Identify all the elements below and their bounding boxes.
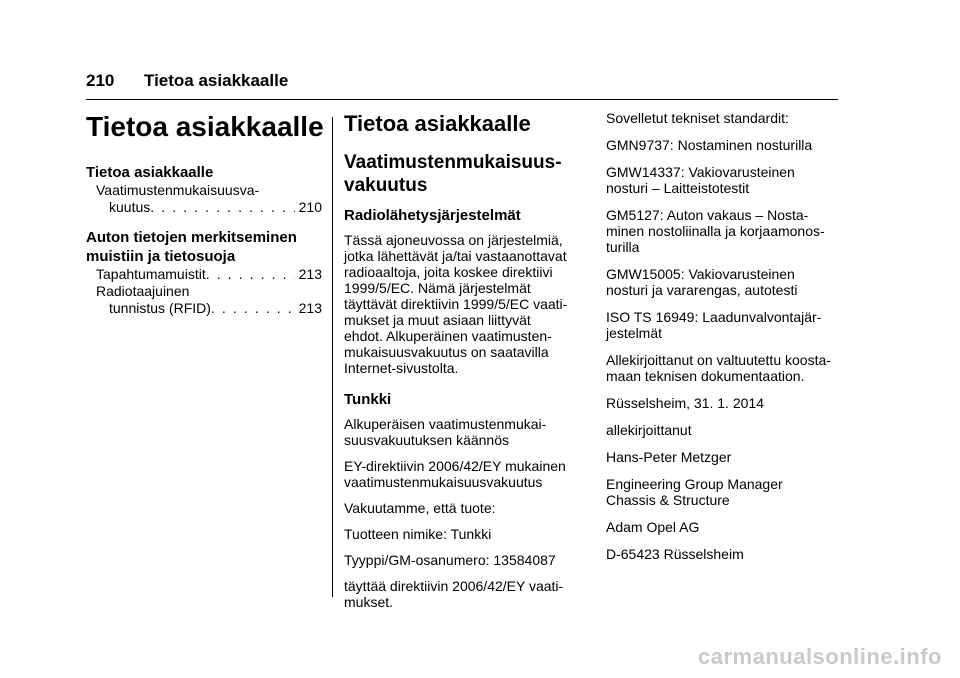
header-section-title: Tietoa asiakkaalle (144, 71, 289, 90)
standards-intro: Sovelletut tekniset standardit: (606, 110, 789, 126)
toc-leader-dots (206, 266, 295, 283)
signed-label: allekirjoittanut (606, 422, 692, 438)
standard-item: GMW15005: Vakiovarusteinen nosturi ja vararengas, autotesti (606, 266, 798, 298)
signatory-authority: Allekirjoittanut on valtuutettu koosta- maan teknisen dokumentaation. (606, 352, 831, 384)
toc-leader-dots (211, 300, 295, 317)
company-name: Adam Opel AG (606, 519, 700, 535)
toc-entry-row (96, 266, 322, 283)
toc-group-2 (86, 228, 322, 317)
column-divider (332, 117, 333, 597)
standard-item: GMW14337: Vakiovarusteinen nosturi – Laitteistotestit (606, 164, 795, 196)
subsection-title: Vaatimustenmukaisuus- vakuutus (344, 152, 562, 196)
jack-paragraph-6: täyttää direktiivin 2006/42/EY vaati- mukset. (344, 578, 564, 610)
radio-systems-heading: Radiolähetysjärjestelmät (344, 207, 521, 224)
middle-column (344, 111, 584, 620)
jack-paragraph-1: Alkuperäisen vaatimustenmukai- suusvakuutuksen käännös (344, 416, 547, 448)
toc-entry-text: kuutus (109, 199, 151, 215)
signing-place-date: Rüsselsheim, 31. 1. 2014 (606, 395, 764, 411)
jack-paragraph-3: Vakuutamme, että tuote: (344, 500, 496, 516)
toc-heading[interactable]: Tietoa asiakkaalle (86, 164, 214, 181)
jack-paragraph-2: EY-direktiivin 2006/42/EY mukainen vaatimustenmukaisuusvakuutus (344, 458, 566, 490)
toc-entry-line1: Radiotaajuinen (96, 283, 190, 299)
toc-group-1 (86, 163, 322, 216)
toc-entry[interactable] (86, 266, 322, 283)
radio-systems-paragraph: Tässä ajoneuvossa on järjestelmiä, jotka lähettävät ja/tai vastaanottavat radioaaltoja, joita koskee direktiivi 1999/5/EC. Nämä järjestelmät täyttävät direktiivin 1999/5/EC vaati- mukset ja muut asiaan liittyvät ehdot. Alkuperäinen vaatimusten- mukaisuusvakuutus on saatavilla Internet-sivustolta. (344, 232, 568, 376)
toc-entry[interactable] (86, 182, 322, 216)
toc-entry-text: tunnistus (RFID) (109, 300, 211, 316)
signatory-name: Hans-Peter Metzger (606, 449, 732, 465)
header-rule (86, 99, 838, 100)
page-header (86, 70, 838, 92)
standard-item: GMN9737: Nostaminen nosturilla (606, 137, 813, 153)
toc-entry-row (96, 300, 322, 317)
toc-heading[interactable]: Auton tietojen merkitseminen muistiin ja tietosuoja (86, 229, 297, 265)
toc-entry-row (96, 199, 322, 216)
standard-item: ISO TS 16949: Laadunvalvontajär- jestelmät (606, 309, 822, 341)
toc-entry-page: 213 (298, 300, 322, 316)
section-title: Tietoa asiakkaalle (344, 111, 531, 136)
toc-leader-dots (150, 199, 294, 216)
left-column (86, 110, 322, 317)
right-column (606, 110, 841, 573)
toc-entry-text: Tapahtumamuistit (96, 266, 206, 282)
toc-entry-page: 213 (298, 266, 322, 282)
signatory-title: Engineering Group Manager Chassis & Structure (606, 476, 783, 508)
jack-heading: Tunkki (344, 391, 392, 408)
jack-paragraph-5: Tyyppi/GM-osanumero: 13584087 (344, 552, 556, 568)
toc-entry-line1: Vaatimustenmukaisuusva- (96, 182, 260, 198)
toc-entry[interactable] (86, 283, 322, 317)
toc-entry-page: 210 (298, 199, 322, 215)
standard-item: GM5127: Auton vakaus – Nosta- minen nostoliinalla ja korjaamonos- turilla (606, 207, 825, 255)
watermark: carmanualsonline.info (698, 644, 942, 669)
chapter-title: Tietoa asiakkaalle (86, 111, 324, 142)
jack-paragraph-4: Tuotteen nimike: Tunkki (344, 526, 492, 542)
page-number: 210 (86, 71, 115, 90)
company-address: D-65423 Rüsselsheim (606, 546, 744, 562)
